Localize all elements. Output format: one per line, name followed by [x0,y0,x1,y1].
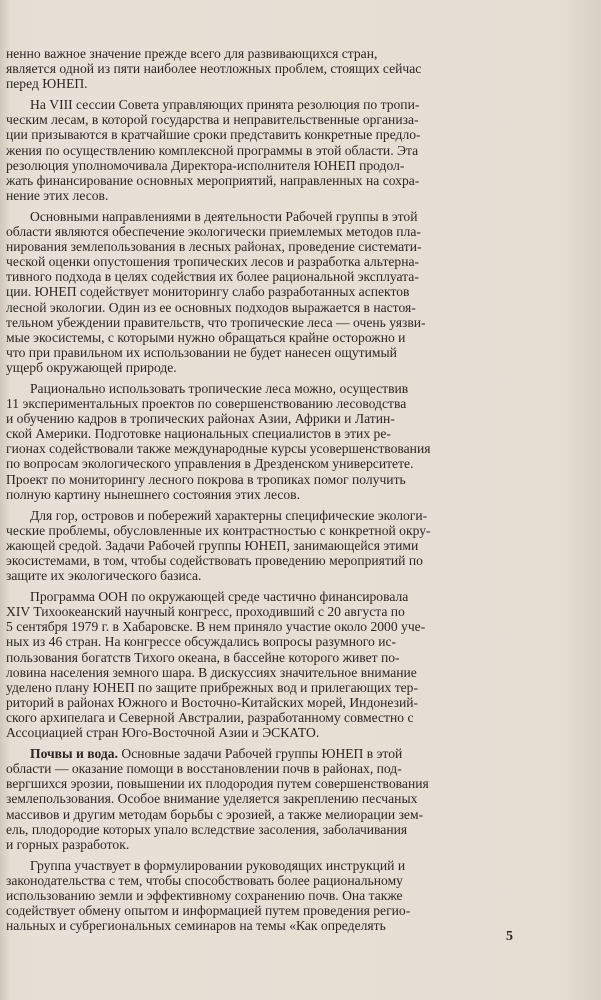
text-line: нение этих лесов. [6,187,109,203]
text-line: и горных разработок. [6,836,130,852]
text-line: нирования землепользования в лесных районах, проведение системати- [6,239,422,255]
text-line: жения по осуществлению комплексной программы в этой области. Эта [6,142,419,158]
text-line: полную картину нынешнего состояния этих лесов. [6,486,300,502]
paragraph-1 [6,46,516,91]
text-line: Ассоциацией стран Юго-Восточной Азии и ЭСКАТО. [6,725,320,741]
text-line: и обучению кадров в тропических районах Азии, Африки и Латин- [6,411,395,427]
paragraph-7 [6,746,516,852]
text-line: ловина населения земного шара. В дискуссиях значительное внимание [6,664,417,680]
text-line: ущерб окружающей природе. [6,359,177,375]
text-line: что при правильном их использовании не будет нанесен ощутимый [6,344,397,360]
text-line: законодательства с тем, чтобы способствовать более рациональному [6,872,403,888]
text-line: нальных и субрегиональных семинаров на темы «Как определять [6,918,386,934]
paragraph-4 [6,381,516,502]
text-line: использованию земли и эффективному сохранению почв. Она также [6,887,403,903]
text-line [6,746,516,761]
text-line: области — оказание помощи в восстановлении почв в районах, под- [6,761,402,777]
text-line: ческим лесам, в которой государства и неправительственные организа- [6,112,419,128]
body-text [6,46,516,939]
text-line: Рационально использовать тропические леса можно, осуществив [30,380,409,396]
text-line: Проект по мониторингу лесного покрова в тропиках помог получить [6,471,406,487]
text-line: уделено плану ЮНЕП по защите прибрежных вод и прилегающих тер- [6,679,419,695]
text-line: пользования богатств Тихого океана, в бассейне которого живет по- [6,649,400,665]
text-line: ского архипелага и Северной Австралии, разработанному совместно с [6,709,414,725]
text-line: лесной экологии. Один из ее основных подходов выражается в настоя- [6,299,416,315]
paragraph-6 [6,589,516,740]
text-line: тивного подхода в целях содействия их более рациональной эксплуата- [6,269,419,285]
text-fragment: Основные задачи Рабочей группы ЮНЕП в этой [118,746,403,762]
text-line: Группа участвует в формулировании руководящих инструкций и [30,857,406,873]
text-line: гионах содействовали также международные курсы усовершенствования [6,441,431,457]
text-line: 5 сентября 1979 г. в Хабаровске. В нем приняло участие около 2000 уче- [6,619,426,635]
text-line: жающей средой. Задачи Рабочей группы ЮНЕП, занимающейся этими [6,537,419,553]
text-line: по вопросам экологического управления в Дрезденском университете. [6,456,414,472]
text-line: ческой оценки опустошения тропических лесов и разработка альтерна- [6,254,420,270]
text-line: Для гор, островов и побережий характерны специфические экологи- [30,507,428,523]
text-line: ненно важное значение прежде всего для развивающихся стран, [6,46,378,61]
text-line: ской Америки. Подготовке национальных специалистов в этих ре- [6,426,391,442]
text-line: области являются обеспечение экологически приемлемых методов пла- [6,224,421,240]
text-line: тельном убеждении правительств, что тропические леса — очень уязви- [6,314,426,330]
text-line: ных из 46 стран. На конгрессе обсуждались вопросы разумного ис- [6,634,397,650]
text-line: перед ЮНЕП. [6,76,88,92]
text-line: экосистемами, в том, чтобы содействовать проведению мероприятий по [6,553,423,568]
text-line: На VIII сессии Совета управляющих принята резолюция по тропи- [30,97,420,113]
paragraph-8 [6,858,516,933]
text-line: риторий в районах Южного и Восточно-Китайских морей, Индонезий- [6,694,419,710]
text-line: Программа ООН по окружающей среде частично финансировала [30,589,409,605]
text-line: является одной из пяти наиболее неотложных проблем, стоящих сейчас [6,61,422,77]
text-line: ции. ЮНЕП содействует мониторингу слабо разработанных аспектов [6,284,410,300]
text-line: 11 экспериментальных проектов по совершенствованию лесоводства [6,396,407,412]
text-line: землепользования. Особое внимание уделяется закреплению песчаных [6,791,418,807]
page-number: 5 [506,929,513,944]
text-line: ции призываются в кратчайшие сроки представить конкретные предло- [6,127,421,143]
paragraph-5 [6,508,516,583]
text-line: Основными направлениями в деятельности Рабочей группы в этой [30,208,418,224]
text-line: защите их экологического базиса. [6,568,202,584]
text-line: ческие проблемы, обусловленные их контрастностью с конкретной окру- [6,522,431,538]
paragraph-2 [6,97,516,203]
section-lead: Почвы и вода. [30,746,118,762]
text-line: вергшихся эрозии, повышении их плодородия путем совершенствования [6,776,429,792]
text-line: содействует обмену опытом и информацией путем проведения регио- [6,903,411,919]
paragraph-3 [6,209,516,375]
text-line: резолюция уполномочивала Директора-исполнителя ЮНЕП продол- [6,157,405,173]
text-line: жать финансирование основных мероприятий, направленных на сохра- [6,172,420,188]
text-line: ель, плодородие которых упало вследствие засоления, заболачивания [6,821,408,837]
text-line: массивов и другим методам борьбы с эрозией, а также мелиорации зем- [6,806,424,822]
text-line: XIV Тихоокеанский научный конгресс, проходивший с 20 августа по [6,604,405,620]
text-line: мые экосистемы, с которыми нужно обращаться крайне осторожно и [6,329,406,345]
